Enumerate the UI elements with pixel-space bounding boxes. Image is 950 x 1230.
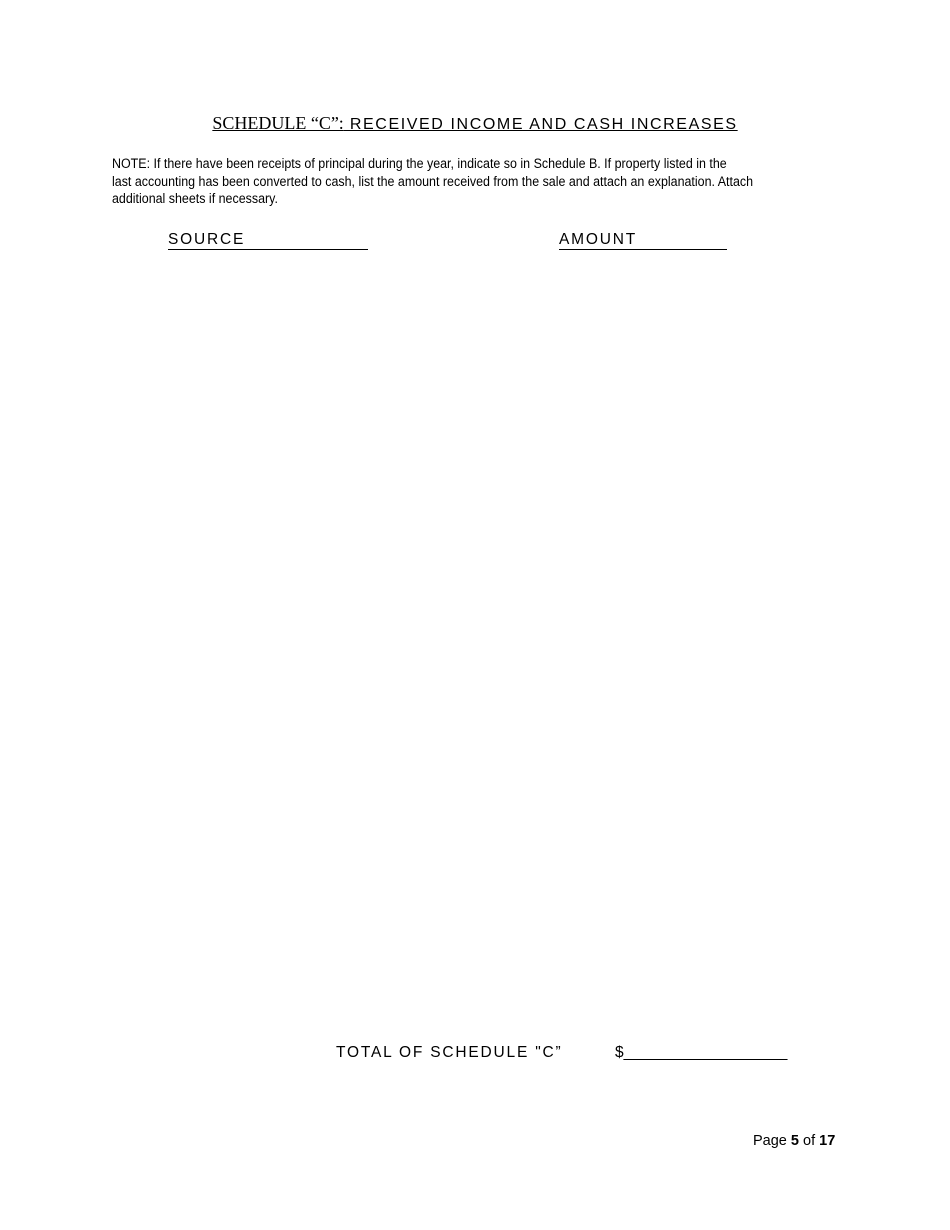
page-word: Page: [753, 1133, 791, 1149]
total-value-field: $___________________: [615, 1044, 788, 1061]
source-column-header: SOURCE: [168, 231, 368, 250]
page-footer: [753, 1133, 835, 1149]
page-number: 5: [790, 1133, 799, 1149]
schedule-title-prefix: SCHEDULE “C”:: [212, 113, 344, 133]
of-word: of: [798, 1133, 820, 1149]
schedule-title: [0, 113, 950, 134]
total-label: TOTAL OF SCHEDULE "C”: [336, 1044, 563, 1061]
note-line-1: NOTE: If there have been receipts of principal during the year, indicate so in Schedule B. If property listed in the: [112, 156, 727, 171]
schedule-title-main: RECEIVED INCOME AND CASH INCREASES: [343, 116, 738, 133]
schedule-note: [112, 155, 789, 208]
amount-column-header: AMOUNT: [559, 231, 727, 250]
note-line-2: last accounting has been converted to cash, list the amount received from the sale and attach an explanation. Attach: [112, 173, 754, 189]
page-total: 17: [819, 1133, 836, 1149]
note-line-3: additional sheets if necessary.: [112, 191, 278, 206]
